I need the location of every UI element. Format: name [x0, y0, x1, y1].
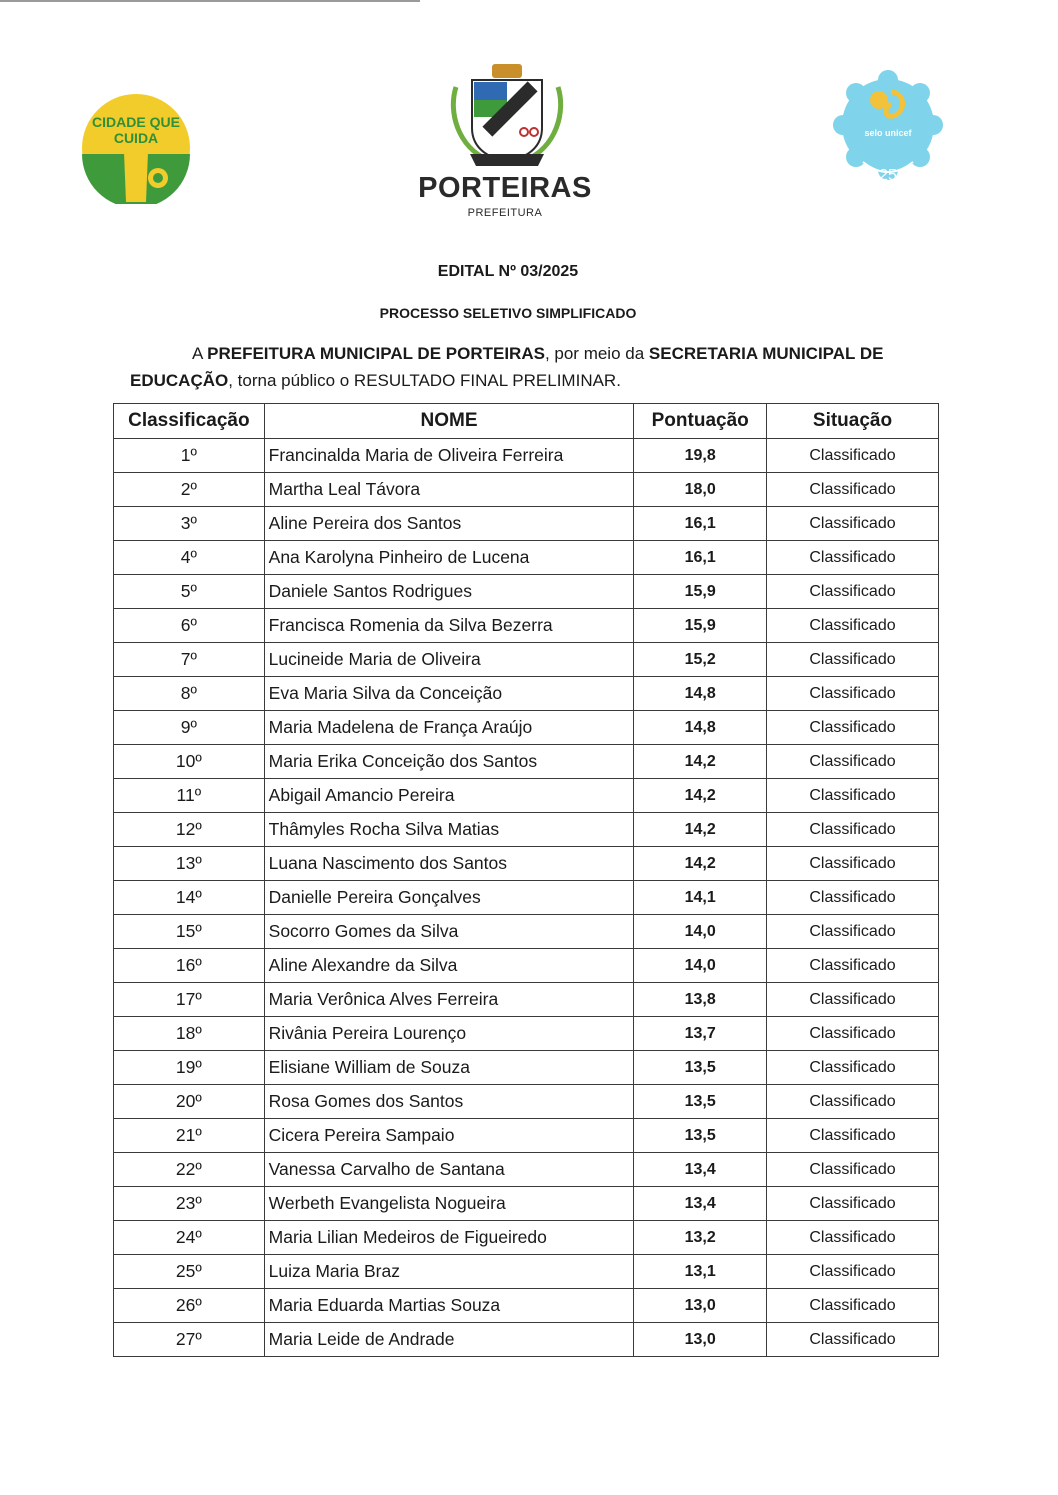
table-row [114, 1323, 939, 1357]
name-cell: Luana Nascimento dos Santos [264, 847, 634, 881]
status-cell: Classificado [766, 711, 938, 745]
name-cell: Maria Leide de Andrade [264, 1323, 634, 1357]
score-cell: 14,2 [634, 779, 767, 813]
rank-cell: 20º [114, 1085, 265, 1119]
table-row [114, 643, 939, 677]
status-cell: Classificado [766, 949, 938, 983]
table-row [114, 847, 939, 881]
rank-cell: 23º [114, 1187, 265, 1221]
table-row [114, 473, 939, 507]
status-cell: Classificado [766, 1289, 938, 1323]
badge-left-text: CIDADE QUE CUIDA [92, 114, 180, 146]
intro-text-3: , torna público o RESULTADO FINAL PRELIMINAR. [228, 371, 621, 390]
status-cell: Classificado [766, 745, 938, 779]
name-cell: Aline Pereira dos Santos [264, 507, 634, 541]
score-cell: 13,0 [634, 1323, 767, 1357]
edital-title: EDITAL Nº 03/2025 [437, 263, 579, 280]
score-cell: 16,1 [634, 541, 767, 575]
status-cell: Classificado [766, 1017, 938, 1051]
porteiras-crest [448, 62, 566, 174]
rank-cell: 11º [114, 779, 265, 813]
status-cell: Classificado [766, 541, 938, 575]
score-cell: 13,2 [634, 1221, 767, 1255]
header-situacao: Situação [766, 404, 938, 439]
name-cell: Daniele Santos Rodrigues [264, 575, 634, 609]
score-cell: 13,5 [634, 1051, 767, 1085]
table-body [114, 439, 939, 1357]
status-cell: Classificado [766, 1221, 938, 1255]
table-row [114, 677, 939, 711]
table-row [114, 609, 939, 643]
status-cell: Classificado [766, 439, 938, 473]
header-nome: NOME [264, 404, 634, 439]
name-cell: Eva Maria Silva da Conceição [264, 677, 634, 711]
score-cell: 15,9 [634, 609, 767, 643]
score-cell: 13,7 [634, 1017, 767, 1051]
rank-cell: 21º [114, 1119, 265, 1153]
rank-cell: 4º [114, 541, 265, 575]
rank-cell: 5º [114, 575, 265, 609]
rank-cell: 26º [114, 1289, 265, 1323]
scan-top-rule [0, 0, 420, 2]
rank-cell: 2º [114, 473, 265, 507]
name-cell: Rivânia Pereira Lourenço [264, 1017, 634, 1051]
name-cell: Elisiane William de Souza [264, 1051, 634, 1085]
rank-cell: 10º [114, 745, 265, 779]
header-pontuacao: Pontuação [634, 404, 767, 439]
status-cell: Classificado [766, 1119, 938, 1153]
status-cell: Classificado [766, 983, 938, 1017]
table-row [114, 439, 939, 473]
score-cell: 13,4 [634, 1187, 767, 1221]
rank-cell: 12º [114, 813, 265, 847]
name-cell: Maria Eduarda Martias Souza [264, 1289, 634, 1323]
processo-title: PROCESSO SELETIVO SIMPLIFICADO [379, 305, 637, 321]
status-cell: Classificado [766, 779, 938, 813]
score-cell: 13,5 [634, 1085, 767, 1119]
rank-cell: 1º [114, 439, 265, 473]
table-header-row [114, 404, 939, 439]
rank-cell: 15º [114, 915, 265, 949]
brand-name: PORTEIRAS [418, 172, 592, 204]
table-row [114, 1221, 939, 1255]
score-cell: 14,8 [634, 711, 767, 745]
status-cell: Classificado [766, 609, 938, 643]
score-cell: 14,2 [634, 847, 767, 881]
status-cell: Classificado [766, 881, 938, 915]
name-cell: Martha Leal Távora [264, 473, 634, 507]
score-cell: 14,2 [634, 745, 767, 779]
table-row [114, 1017, 939, 1051]
rank-cell: 16º [114, 949, 265, 983]
name-cell: Rosa Gomes dos Santos [264, 1085, 634, 1119]
table-row [114, 915, 939, 949]
status-cell: Classificado [766, 915, 938, 949]
intro-bold-prefeitura: PREFEITURA MUNICIPAL DE PORTEIRAS [207, 344, 545, 363]
table-row [114, 881, 939, 915]
score-cell: 13,4 [634, 1153, 767, 1187]
status-cell: Classificado [766, 847, 938, 881]
status-cell: Classificado [766, 473, 938, 507]
name-cell: Werbeth Evangelista Nogueira [264, 1187, 634, 1221]
name-cell: Aline Alexandre da Silva [264, 949, 634, 983]
rank-cell: 27º [114, 1323, 265, 1357]
score-cell: 14,1 [634, 881, 767, 915]
table-row [114, 949, 939, 983]
name-cell: Vanessa Carvalho de Santana [264, 1153, 634, 1187]
rank-cell: 3º [114, 507, 265, 541]
brand-subtitle: PREFEITURA [467, 207, 543, 219]
status-cell: Classificado [766, 1187, 938, 1221]
status-cell: Classificado [766, 507, 938, 541]
score-cell: 14,8 [634, 677, 767, 711]
table-row [114, 507, 939, 541]
intro-paragraph [130, 340, 900, 394]
score-cell: 13,5 [634, 1119, 767, 1153]
rank-cell: 14º [114, 881, 265, 915]
intro-text-1: A [192, 344, 208, 363]
table-row [114, 711, 939, 745]
name-cell: Francinalda Maria de Oliveira Ferreira [264, 439, 634, 473]
score-cell: 13,1 [634, 1255, 767, 1289]
seal-number: 25 [879, 167, 897, 184]
name-cell: Maria Lilian Medeiros de Figueiredo [264, 1221, 634, 1255]
name-cell: Maria Erika Conceição dos Santos [264, 745, 634, 779]
rank-cell: 18º [114, 1017, 265, 1051]
table-row [114, 983, 939, 1017]
status-cell: Classificado [766, 813, 938, 847]
name-cell: Thâmyles Rocha Silva Matias [264, 813, 634, 847]
name-cell: Francisca Romenia da Silva Bezerra [264, 609, 634, 643]
table-row [114, 1119, 939, 1153]
table-row [114, 779, 939, 813]
rank-cell: 8º [114, 677, 265, 711]
status-cell: Classificado [766, 575, 938, 609]
status-cell: Classificado [766, 643, 938, 677]
status-cell: Classificado [766, 1085, 938, 1119]
rank-cell: 24º [114, 1221, 265, 1255]
score-cell: 18,0 [634, 473, 767, 507]
table-row [114, 1153, 939, 1187]
score-cell: 14,2 [634, 813, 767, 847]
score-cell: 15,2 [634, 643, 767, 677]
name-cell: Cicera Pereira Sampaio [264, 1119, 634, 1153]
intro-bold-secretaria: SECRETARIA MUNICIPAL DE EDUCAÇÃO [130, 344, 884, 390]
intro-text-2: , por meio da [544, 344, 649, 363]
rank-cell: 25º [114, 1255, 265, 1289]
table-row [114, 1255, 939, 1289]
score-cell: 16,1 [634, 507, 767, 541]
rank-cell: 13º [114, 847, 265, 881]
score-cell: 15,9 [634, 575, 767, 609]
score-cell: 13,0 [634, 1289, 767, 1323]
table-row [114, 541, 939, 575]
name-cell: Abigail Amancio Pereira [264, 779, 634, 813]
name-cell: Ana Karolyna Pinheiro de Lucena [264, 541, 634, 575]
status-cell: Classificado [766, 1323, 938, 1357]
name-cell: Maria Verônica Alves Ferreira [264, 983, 634, 1017]
name-cell: Danielle Pereira Gonçalves [264, 881, 634, 915]
cidade-que-cuida-logo [80, 92, 192, 204]
results-table [113, 403, 939, 1357]
score-cell: 13,8 [634, 983, 767, 1017]
table-row [114, 745, 939, 779]
score-cell: 19,8 [634, 439, 767, 473]
rank-cell: 22º [114, 1153, 265, 1187]
seal-label: selo unicef [864, 128, 912, 138]
rank-cell: 9º [114, 711, 265, 745]
score-cell: 14,0 [634, 915, 767, 949]
table-row [114, 1051, 939, 1085]
selo-unicef-seal [833, 70, 943, 188]
table-row [114, 1289, 939, 1323]
rank-cell: 6º [114, 609, 265, 643]
rank-cell: 17º [114, 983, 265, 1017]
table-row [114, 1085, 939, 1119]
name-cell: Lucineide Maria de Oliveira [264, 643, 634, 677]
name-cell: Maria Madelena de França Araújo [264, 711, 634, 745]
table-row [114, 813, 939, 847]
status-cell: Classificado [766, 677, 938, 711]
table-row [114, 1187, 939, 1221]
status-cell: Classificado [766, 1153, 938, 1187]
rank-cell: 19º [114, 1051, 265, 1085]
name-cell: Socorro Gomes da Silva [264, 915, 634, 949]
rank-cell: 7º [114, 643, 265, 677]
header-classificacao: Classificação [114, 404, 265, 439]
name-cell: Luiza Maria Braz [264, 1255, 634, 1289]
status-cell: Classificado [766, 1255, 938, 1289]
score-cell: 14,0 [634, 949, 767, 983]
table-row [114, 575, 939, 609]
status-cell: Classificado [766, 1051, 938, 1085]
